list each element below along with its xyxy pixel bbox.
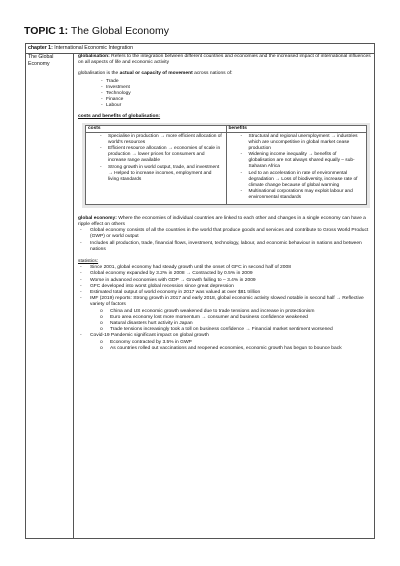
globalisation-term: globalisation: <box>78 54 110 59</box>
costs-benefits-heading: costs and benefits of globalisation: <box>78 113 161 119</box>
chapter-text: International Economic Integration <box>54 45 133 51</box>
imf-sublist <box>78 309 372 334</box>
list-item: - Global economy expanded by 3.2% in 2008 → Contracted by 0.5% in 2009 <box>80 271 253 277</box>
costs-benefits-table <box>85 125 367 205</box>
globalisation-list <box>78 79 372 110</box>
movement-bold: actual or capacity of movement <box>119 71 193 77</box>
globalisation-definition <box>78 54 372 66</box>
list-item: - Worse in advanced economies with GDP → Growth falling to – 3.4% in 2009 <box>80 277 256 283</box>
page-title <box>24 25 169 37</box>
list-item: o China and US economic growth weakened due to trade tensions and increase in protectionism <box>100 308 315 314</box>
list-item: o Trade tensions increasingly took a toll on business confidence → Financial market sentiment worsened <box>100 327 333 333</box>
list-item: - Specialise in production → more efficient allocation of world's resources <box>100 133 222 145</box>
list-item: - Since 2001, global economy had steady growth until the onset of GFC in second half of 2008 <box>80 265 291 271</box>
list-item: o Economy contracted by 3.5% in GWP <box>100 339 192 345</box>
benefits-cell <box>226 132 367 204</box>
list-item: - Structural and regional unemployment → industries which are uncompetitive in global market cease production <box>240 133 358 151</box>
costs-benefits-box <box>82 123 370 208</box>
topic-label: The Global Economy <box>28 54 54 67</box>
global-economy-definition-text: Where the economies of individual countries are linked to each other and changes in a single economy can have a ripple effect on others <box>78 215 366 228</box>
list-item: o Natural disasters hurt activity in Japan <box>100 321 193 327</box>
benefits-header: benefits <box>226 125 367 132</box>
notes-table <box>25 43 375 539</box>
list-item: - Labour <box>101 103 122 109</box>
statistics-list <box>78 265 372 308</box>
costs-list <box>100 134 224 183</box>
list-item: - Trade <box>101 78 119 84</box>
movement-line <box>78 71 372 77</box>
movement-pre: globalisation is the <box>78 71 120 77</box>
list-item: - Global economy consists of all the countries in the world that produce goods and services and contribute to Gross World Product (GWP) or world output <box>80 228 369 240</box>
costs-header: costs <box>86 125 227 132</box>
chapter-label: chapter 1: <box>28 45 53 51</box>
list-item: - Efficient resource allocation → economies of scale in production → lower prices for consumers and increase range available <box>100 146 221 164</box>
list-item: - Finance <box>101 97 124 103</box>
global-economy-list <box>78 228 372 253</box>
movement-post: across nations of: <box>192 71 233 77</box>
list-item: - Estimated total output of world economy in 2017 was valued at over $81 trillion <box>80 290 261 296</box>
list-item: - Led to an acceleration in rate of environmental degradation → Loss of biodiversity, increase rate of climate change because of global warming <box>240 170 358 188</box>
benefits-list <box>241 134 365 202</box>
topic-label-column <box>26 53 74 538</box>
list-item: - Covid-19 Pandemic significant impact on global growth <box>80 333 209 339</box>
covid-sublist <box>78 340 372 352</box>
statistics-heading: statistics: <box>78 259 99 265</box>
list-item: - Technology <box>101 91 131 97</box>
global-economy-definition <box>78 216 372 228</box>
title-text: The Global Economy <box>70 25 169 37</box>
global-economy-term: global economy: <box>78 215 117 221</box>
list-item: - Strong growth in world output, trade, and investment → Helped to increase incomes, employment and living standards <box>100 164 220 182</box>
title-label: TOPIC 1: <box>24 25 69 37</box>
globalisation-definition-text: Refers to the integration between different countries and economies and the increased impact of international influences on all aspects of life and economic activity <box>78 54 371 66</box>
chapter-heading <box>26 44 374 54</box>
costs-cell <box>86 132 227 204</box>
content-column <box>78 54 372 352</box>
list-item: - Multinational corporations may exploit labour and environmental standards <box>240 189 353 201</box>
list-item: - IMF (2019) reports: Strong growth in 2017 and early 2018, global economic activity slowed notable in second half → Reflective variety of factors <box>80 296 364 308</box>
list-item: - Investment <box>101 84 130 90</box>
list-item: - Includes all production, trade, financial flows, investment, technology, labour, and economic behaviour in nations and between nations <box>80 240 362 252</box>
list-item: o As countries rolled out vaccinations and reopened economies, economic growth has begun to bounce back <box>100 345 342 351</box>
list-item: - Widening income inequality → benefits of globalisation are not always shared equally – sub-Saharan Africa <box>240 152 355 170</box>
list-item: o Euro area economy lost more momentum → consumer and business confidence weakened <box>100 314 308 320</box>
list-item: - GFC developed into worst global recession since great depression <box>80 283 234 289</box>
